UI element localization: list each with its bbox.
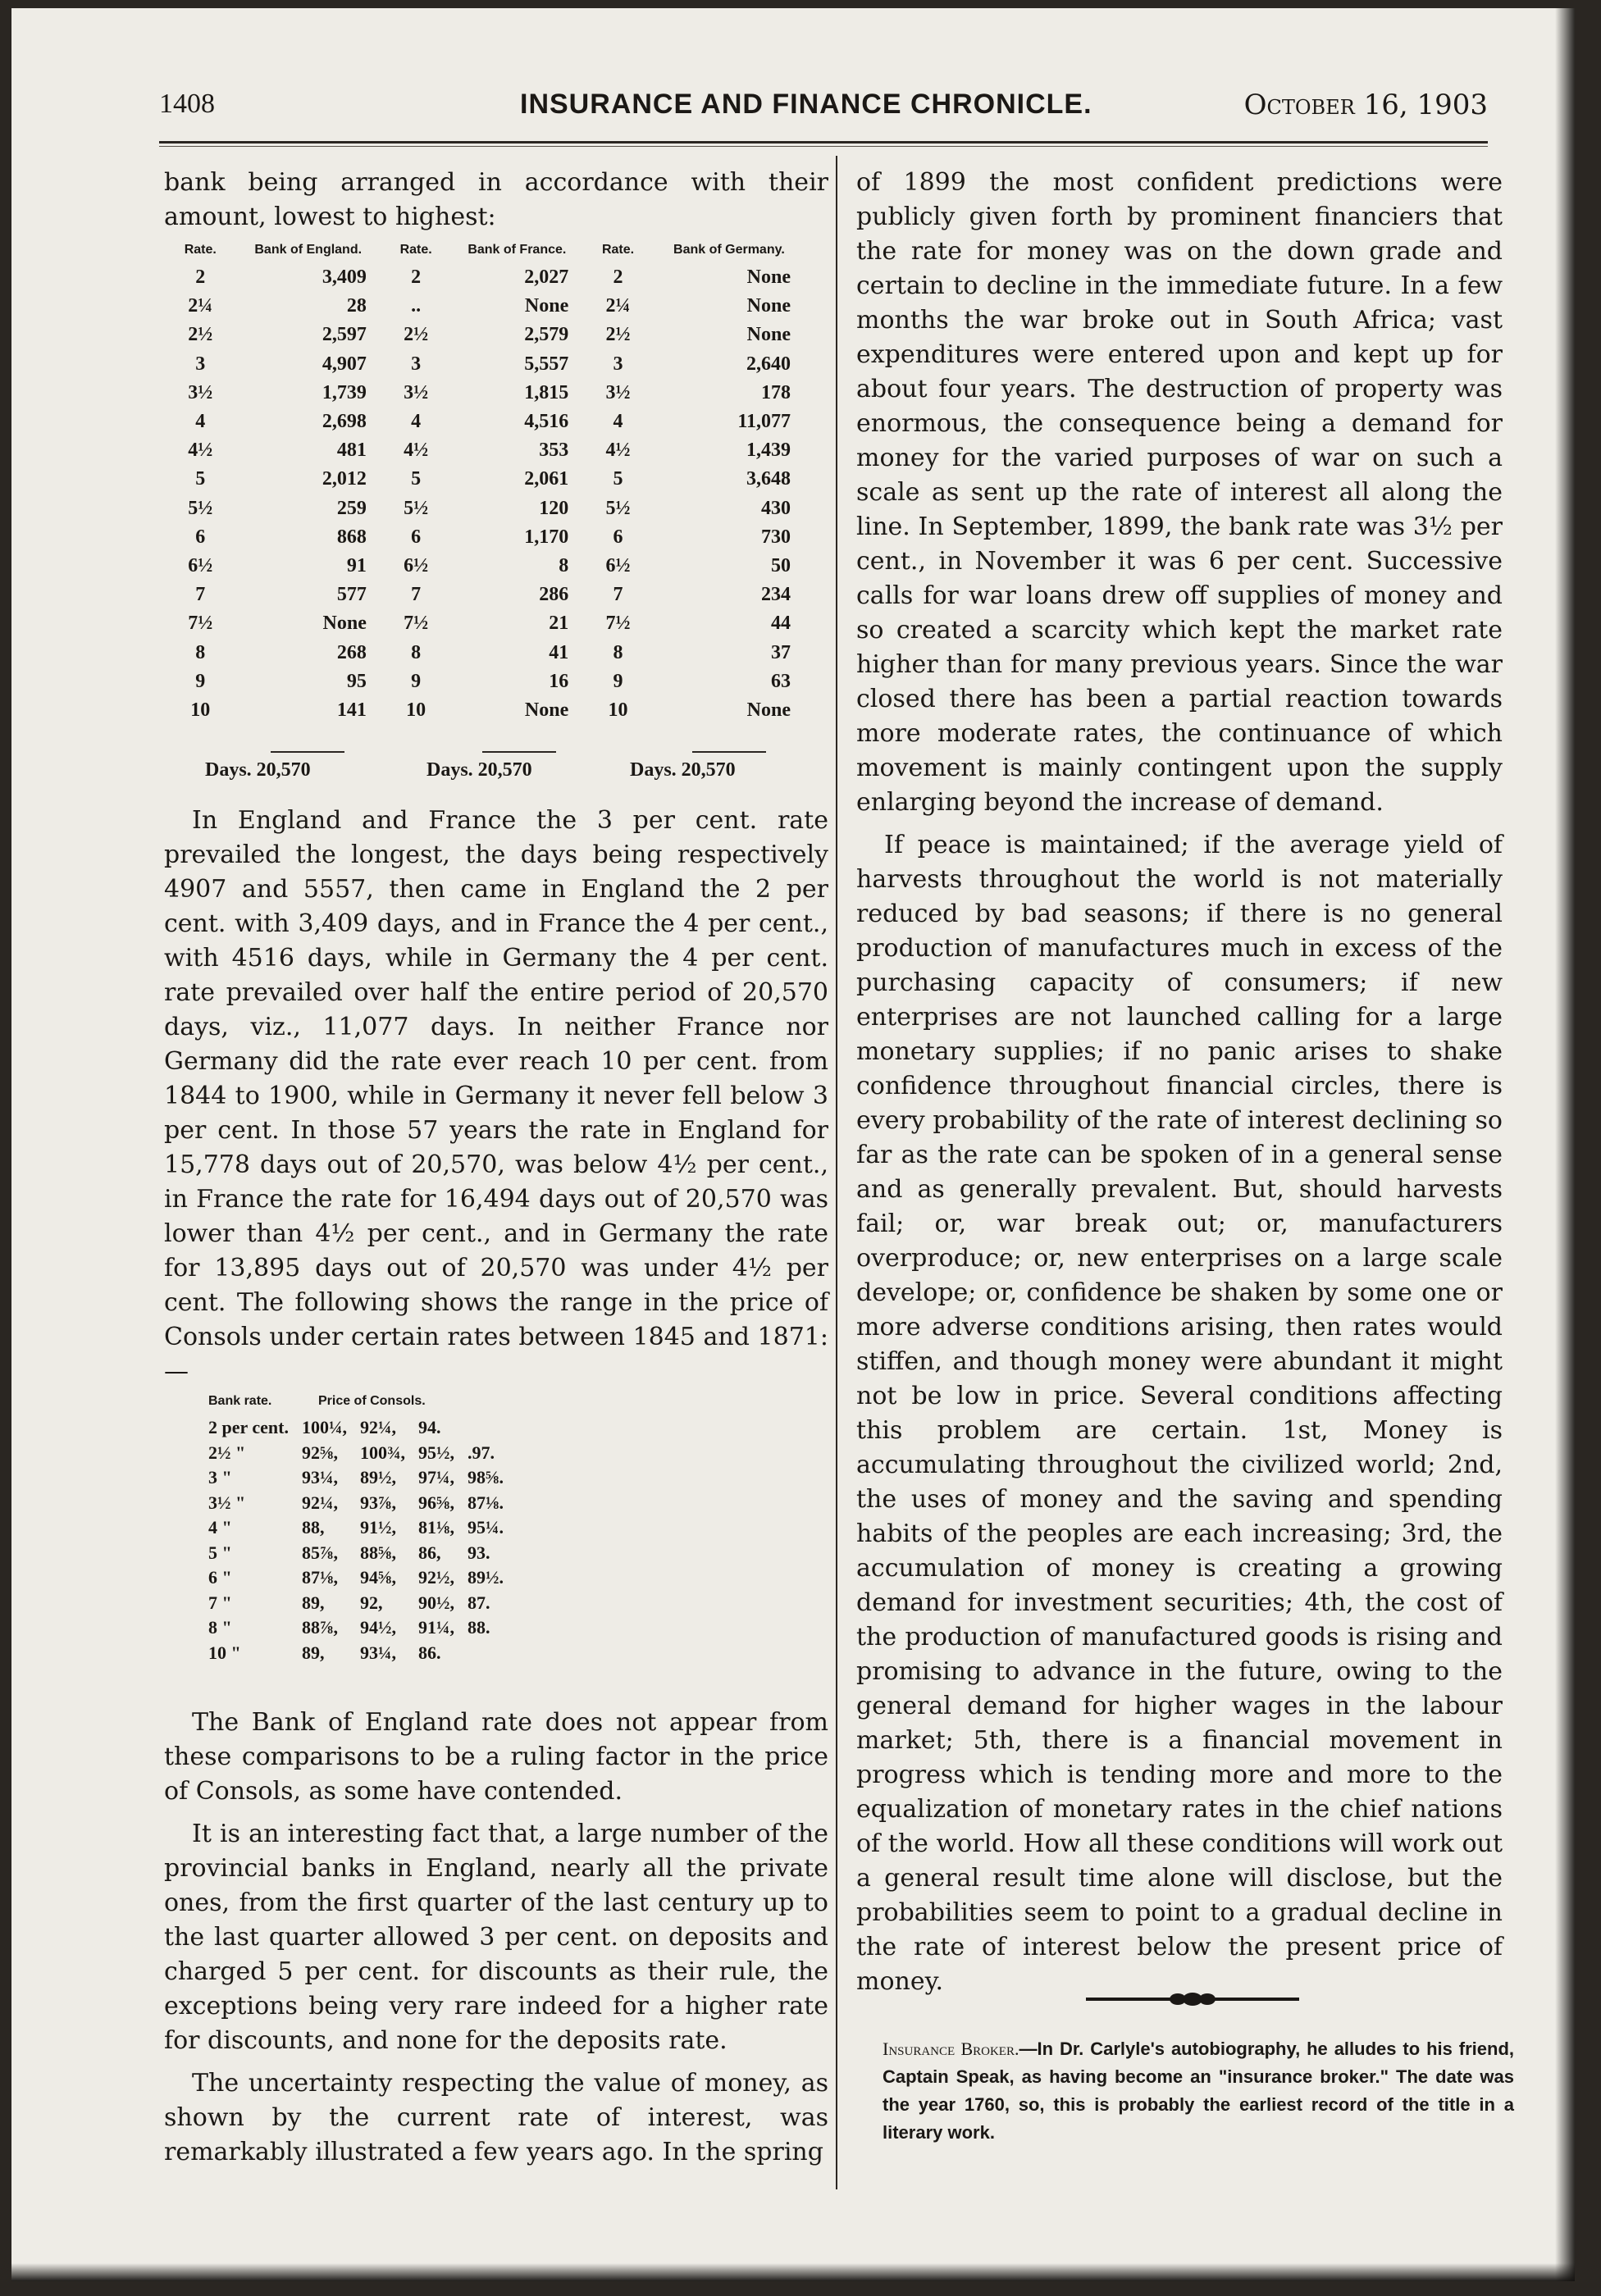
table-cell: 6½ <box>188 554 213 576</box>
table-cell: .97. <box>467 1442 495 1463</box>
table-cell: 8 <box>195 641 206 663</box>
paragraph: of 1899 the most confident predictions were publicly given forth by prominent financiers that the rate for money was on the down grade and certain to decline in the immediate future. In a few months the war broke out in South Africa; vast expenditures were entered upon and kept up for about four years. The destruction of property was enormous, the consequence being a demand for money for the varied purposes of war on such a scale as sent up the rate of interest all along the line. In September, 1899, the bank rate was 3½ per cent., in November it was 6 per cent. Successive calls for war loans drew off supplies of money and so created a scarcity which kept the market rate higher than for many previous years. Since the war closed there has been a partial reaction towards more moderate rates, the continuance of which movement is mainly contingent upon the supply enlarging beyond the increase of demand. <box>856 168 1503 817</box>
paragraph: The Bank of England rate does not appear from these comparisons to be a ruling factor in the price of Consols, as some have contended. <box>164 1708 828 1806</box>
table-cell: 2½ " <box>208 1442 246 1463</box>
table-cell: 8 <box>411 641 422 663</box>
table-cell: 5½ <box>605 497 631 519</box>
table-row <box>176 379 815 408</box>
left-column-lower <box>164 1706 828 2178</box>
table-cell: 6 <box>411 526 422 548</box>
table-cell: 2¼ <box>605 295 631 317</box>
table-cell: 10 <box>608 699 628 721</box>
table-cell: 3 " <box>208 1467 232 1488</box>
table-cell: 97¼, <box>417 1467 454 1488</box>
table-cell: 3½ <box>404 381 429 403</box>
table-cell: 92¼, <box>359 1417 396 1438</box>
table-cell: 10 <box>190 699 211 721</box>
table-cell: 11,077 <box>737 411 791 433</box>
table-cell: 8 <box>559 554 569 576</box>
table-cell: 41 <box>549 641 569 663</box>
table-cell: 5 <box>411 468 422 490</box>
table-cell: 1,739 <box>322 381 367 403</box>
sum-rule-france <box>482 751 556 753</box>
table-cell: 577 <box>336 584 367 606</box>
total-france: Days. 20,570 <box>426 759 532 781</box>
table-cell: 9 <box>411 670 422 692</box>
table-cell: 3 <box>613 353 623 375</box>
table-cell: 44 <box>771 613 791 635</box>
consols-table <box>208 1394 517 1665</box>
table-cell: 86. <box>417 1642 441 1663</box>
table-cell: 98⅝. <box>467 1467 504 1488</box>
table-cell: 268 <box>336 641 367 663</box>
table-row <box>176 638 815 667</box>
table-cell: 89½, <box>359 1467 396 1488</box>
table-cell: 2½ <box>605 324 631 346</box>
table-cell: 4 <box>613 411 623 433</box>
table-cell: 4½ <box>404 440 429 462</box>
table-cell: 4½ <box>605 440 631 462</box>
table-cell: 4 <box>195 411 206 433</box>
table-cell: 2½ <box>404 324 429 346</box>
table-cell: 94. <box>417 1417 441 1438</box>
sum-rule-germany <box>692 751 766 753</box>
table-cell: None <box>322 613 367 635</box>
table-cell: 1,439 <box>746 440 791 462</box>
table-cell: 100¾, <box>359 1442 405 1463</box>
table-cell: 3,648 <box>746 468 791 490</box>
table-cell: 286 <box>539 584 569 606</box>
table-cell: 2 per cent. <box>208 1417 289 1438</box>
table-cell: 9 <box>613 670 623 692</box>
table-row <box>208 1465 517 1491</box>
table-cell: 92¼, <box>301 1492 338 1513</box>
table-cell: 8 <box>613 641 623 663</box>
table-cell: 5 " <box>208 1542 232 1563</box>
table-cell: 3½ " <box>208 1492 246 1513</box>
consols-price-header: Price of Consols. <box>317 1394 426 1408</box>
table-row <box>208 1615 517 1641</box>
table-row <box>176 465 815 494</box>
table-cell: 5 <box>195 468 206 490</box>
paragraph: It is an interesting fact that, a large number of the provincial banks in England, nearly all the private ones, from the first quarter of the last century up to the last quarter allowed 3 per cent. on deposits and charged 5 per cent. for discounts as their rule, the exceptions being very rare indeed for a higher rate for discounts, and none for the deposits rate. <box>164 1820 828 2055</box>
intro-text: bank being arranged in accordance with their amount, lowest to highest: <box>164 168 828 231</box>
table-cell: 5½ <box>188 497 213 519</box>
table-cell: 7½ <box>404 613 429 635</box>
table-cell: None <box>746 699 791 721</box>
table-cell: 3½ <box>188 381 213 403</box>
table-row <box>176 696 815 725</box>
header-rule <box>159 141 1488 144</box>
table-cell: 7 <box>195 584 206 606</box>
table-cell: 95¼. <box>467 1517 504 1538</box>
table-cell: 481 <box>336 440 367 462</box>
table-cell: 868 <box>336 526 367 548</box>
table-cell: 178 <box>761 381 791 403</box>
table-cell: 10 " <box>208 1642 241 1663</box>
consols-table-header <box>208 1394 517 1415</box>
rates-col-header: Rate. <box>601 243 635 257</box>
rates-col-header: Rate. <box>399 243 432 257</box>
bank-rates-table <box>176 243 815 725</box>
table-cell: 2½ <box>188 324 213 346</box>
rates-table-header <box>176 243 815 263</box>
table-cell: 259 <box>336 497 367 519</box>
rates-table-body <box>176 263 815 725</box>
table-cell: 5½ <box>404 497 429 519</box>
table-row <box>176 494 815 523</box>
total-germany: Days. 20,570 <box>630 759 736 781</box>
table-cell: 91½, <box>359 1517 396 1538</box>
table-cell: 87⅛. <box>467 1492 504 1513</box>
table-row <box>176 436 815 465</box>
table-row <box>208 1491 517 1516</box>
table-row <box>176 321 815 349</box>
table-row <box>208 1641 517 1666</box>
table-cell: 93. <box>467 1542 490 1563</box>
left-column-intro <box>164 166 828 243</box>
table-cell: 7½ <box>605 613 631 635</box>
table-cell: 2,698 <box>322 411 367 433</box>
table-cell: None <box>524 295 569 317</box>
table-cell: None <box>746 266 791 289</box>
table-cell: 2 <box>195 266 206 289</box>
total-england: Days. 20,570 <box>205 759 311 781</box>
table-cell: 87. <box>467 1592 490 1613</box>
left-column-body <box>164 804 828 1397</box>
table-cell: 120 <box>539 497 569 519</box>
table-cell: 100¼, <box>301 1417 347 1438</box>
table-cell: 28 <box>346 295 367 317</box>
table-cell <box>468 1641 517 1666</box>
table-cell: None <box>746 295 791 317</box>
table-cell: 6½ <box>605 554 631 576</box>
table-cell: 93¼, <box>359 1642 396 1663</box>
paragraph: If peace is maintained; if the average yield of harvests throughout the world is not materially reduced by bad seasons; if there is no general production of manufactures much in excess of the purchasing capacity of consumers; if new enterprises are not launched calling for a large monetary supplies; if no panic arises to shake confidence throughout financial circles, there is every probability of the rate of interest declining so far as the rate can be spoken of in a general sense and as generally prevalent. But, should harvests fail; or, war break out; or, manufacturers overproduce; or, new enterprises on a large scale develope; or, confidence be shaken by some one or more adverse conditions arising, then rates would stiffen, and though money were abundant it might not be low in price. Several conditions affecting this problem are certain. 1st, Money is accumulating throughout the civilized world; 2nd, the uses of money and the saving and spending habits of the peoples are each increasing; 3rd, the accumulation of money is creating a growing demand for investment securities; 4th, the cost of the production of manufactured goods is rising and promising to advance in the future, owing to the general demand for higher wages in the labour market; 5th, there is a financial movement in progress which is tending more and more to the equalization of monetary rates in the chief nations of the world. How all these conditions will work out a general result time alone will disclose, but the probabilities seem to point to a gradual decline in the rate of interest below the present price of money. <box>856 831 1503 1996</box>
table-row <box>208 1591 517 1616</box>
table-cell: 81⅛, <box>417 1517 454 1538</box>
table-cell: 141 <box>336 699 367 721</box>
table-cell: 6 <box>195 526 206 548</box>
insurance-broker-note <box>883 2035 1514 2147</box>
consols-table-body <box>208 1415 517 1665</box>
table-cell: .. <box>411 295 422 317</box>
column-divider <box>836 156 837 2189</box>
table-cell: 91¼, <box>417 1617 454 1638</box>
table-cell: 92½, <box>417 1567 454 1588</box>
sum-rule-england <box>271 751 344 753</box>
table-cell: 2 <box>613 266 623 289</box>
table-cell: 430 <box>761 497 791 519</box>
table-cell: None <box>524 699 569 721</box>
table-cell: 1,170 <box>524 526 569 548</box>
table-cell: 730 <box>761 526 791 548</box>
table-cell: 3 <box>195 353 206 375</box>
paragraph: The uncertainty respecting the value of money, as shown by the current rate of interest, was remarkably illustrated a few years ago. In the spring <box>164 2069 828 2166</box>
table-cell: 7 " <box>208 1592 232 1613</box>
ornament-divider <box>1086 1991 1299 2007</box>
paragraph: In England and France the 3 per cent. rate prevailed the longest, the days being respectively 4907 and 5557, then came in England the 2 per cent. with 3,409 days, and in France the 4 per cent., with 4516 days, while in Germany the 4 per cent. rate prevailed over half the entire period of 20,570 days, viz., 11,077 days. In neither France nor Germany did the rate ever reach 10 per cent. from 1844 to 1900, while in Germany it never fell below 3 per cent. In those 57 years the rate in England for 15,778 days out of 20,570, was below 4½ per cent., in France the rate for 16,494 days out of 20,570 was lower than 4½ per cent., and in Germany the rate for 13,895 days out of 20,570 was under 4½ per cent. The following shows the range in the price of Consols under certain rates between 1845 and 1871:— <box>164 806 828 1386</box>
table-cell: 2¼ <box>188 295 213 317</box>
rates-col-header: Bank of England. <box>254 243 363 257</box>
table-row <box>176 408 815 436</box>
issue-date: October 16, 1903 <box>1243 89 1488 121</box>
bank-rate-header: Bank rate. <box>208 1394 272 1408</box>
table-cell: 21 <box>549 613 569 635</box>
table-cell: 4,907 <box>322 353 367 375</box>
table-cell: 88, <box>301 1517 325 1538</box>
table-cell: 7½ <box>188 613 213 635</box>
table-cell: 2,640 <box>746 353 791 375</box>
table-row <box>176 263 815 292</box>
table-cell: 95½, <box>417 1442 454 1463</box>
table-row <box>176 609 815 638</box>
note-heading: Insurance Broker. <box>883 2039 1019 2059</box>
table-cell: 234 <box>761 584 791 606</box>
table-cell: 92⅝, <box>301 1442 338 1463</box>
table-cell: 50 <box>771 554 791 576</box>
table-cell: 2,579 <box>524 324 569 346</box>
table-cell: 16 <box>549 670 569 692</box>
table-row <box>176 581 815 609</box>
table-cell: 4½ <box>188 440 213 462</box>
table-cell: 4 <box>411 411 422 433</box>
note-text: —In Dr. Carlyle's autobiography, he alludes to his friend, Captain Speak, as having become an "insurance broker." The date was the year 1760, so, this is probably the earliest record of the title in a literary work. <box>883 2039 1515 2143</box>
table-cell: 88⅞, <box>301 1617 338 1638</box>
page-bottom-shadow <box>11 2263 1575 2281</box>
table-cell: 5,557 <box>524 353 569 375</box>
page-header <box>159 89 1488 130</box>
table-cell: 94⅝, <box>359 1567 396 1588</box>
table-cell: 353 <box>539 440 569 462</box>
publication-title: INSURANCE AND FINANCE CHRONICLE. <box>520 89 1092 120</box>
table-cell: 88⅝, <box>359 1542 396 1563</box>
table-cell: 37 <box>771 641 791 663</box>
table-row <box>176 350 815 379</box>
table-cell: 90½, <box>417 1592 454 1613</box>
table-row <box>208 1515 517 1541</box>
table-cell: 3½ <box>605 381 631 403</box>
table-cell: 4 " <box>208 1517 232 1538</box>
table-cell: 86, <box>417 1542 441 1563</box>
table-cell: 2,012 <box>322 468 367 490</box>
right-column <box>856 166 1503 2007</box>
table-row <box>176 292 815 321</box>
table-cell: 63 <box>771 670 791 692</box>
table-row <box>176 667 815 696</box>
table-cell <box>468 1415 517 1441</box>
table-cell: 2,597 <box>322 324 367 346</box>
page-number: 1408 <box>159 89 215 119</box>
table-cell: 89, <box>301 1592 325 1613</box>
table-cell: 88. <box>467 1617 490 1638</box>
table-row <box>176 552 815 581</box>
table-row <box>208 1565 517 1591</box>
table-row <box>176 523 815 552</box>
table-cell: 10 <box>406 699 426 721</box>
rates-col-header: Bank of France. <box>468 243 567 257</box>
table-row <box>208 1541 517 1566</box>
table-cell: 2 <box>411 266 422 289</box>
table-cell: 6 " <box>208 1567 232 1588</box>
table-cell: 89, <box>301 1642 325 1663</box>
table-cell: 91 <box>346 554 367 576</box>
table-cell: 93⅞, <box>359 1492 396 1513</box>
rates-col-header: Bank of Germany. <box>673 243 785 257</box>
table-cell: 6½ <box>404 554 429 576</box>
table-cell: 3 <box>411 353 422 375</box>
table-row <box>208 1415 517 1441</box>
table-cell: None <box>746 324 791 346</box>
page-edge-shadow <box>1555 8 1575 2281</box>
table-cell: 95 <box>346 670 367 692</box>
table-cell: 2,027 <box>524 266 569 289</box>
table-cell: 87⅛, <box>301 1567 338 1588</box>
table-cell: 2,061 <box>524 468 569 490</box>
table-cell: 1,815 <box>524 381 569 403</box>
table-cell: 5 <box>613 468 623 490</box>
table-cell: 3,409 <box>322 266 367 289</box>
table-cell: 9 <box>195 670 206 692</box>
table-cell: 92, <box>359 1592 383 1613</box>
table-cell: 4,516 <box>524 411 569 433</box>
table-cell: 7 <box>411 584 422 606</box>
header-rule-thin <box>159 146 1488 147</box>
table-cell: 6 <box>613 526 623 548</box>
table-cell: 93¼, <box>301 1467 338 1488</box>
table-cell: 94½, <box>359 1617 396 1638</box>
table-cell: 8 " <box>208 1617 232 1638</box>
table-cell: 89½. <box>467 1567 504 1588</box>
table-row <box>208 1441 517 1466</box>
table-cell: 7 <box>613 584 623 606</box>
table-cell: 85⅞, <box>301 1542 338 1563</box>
rates-col-header: Rate. <box>184 243 217 257</box>
newspaper-page <box>11 8 1575 2281</box>
table-cell: 96⅝, <box>417 1492 454 1513</box>
